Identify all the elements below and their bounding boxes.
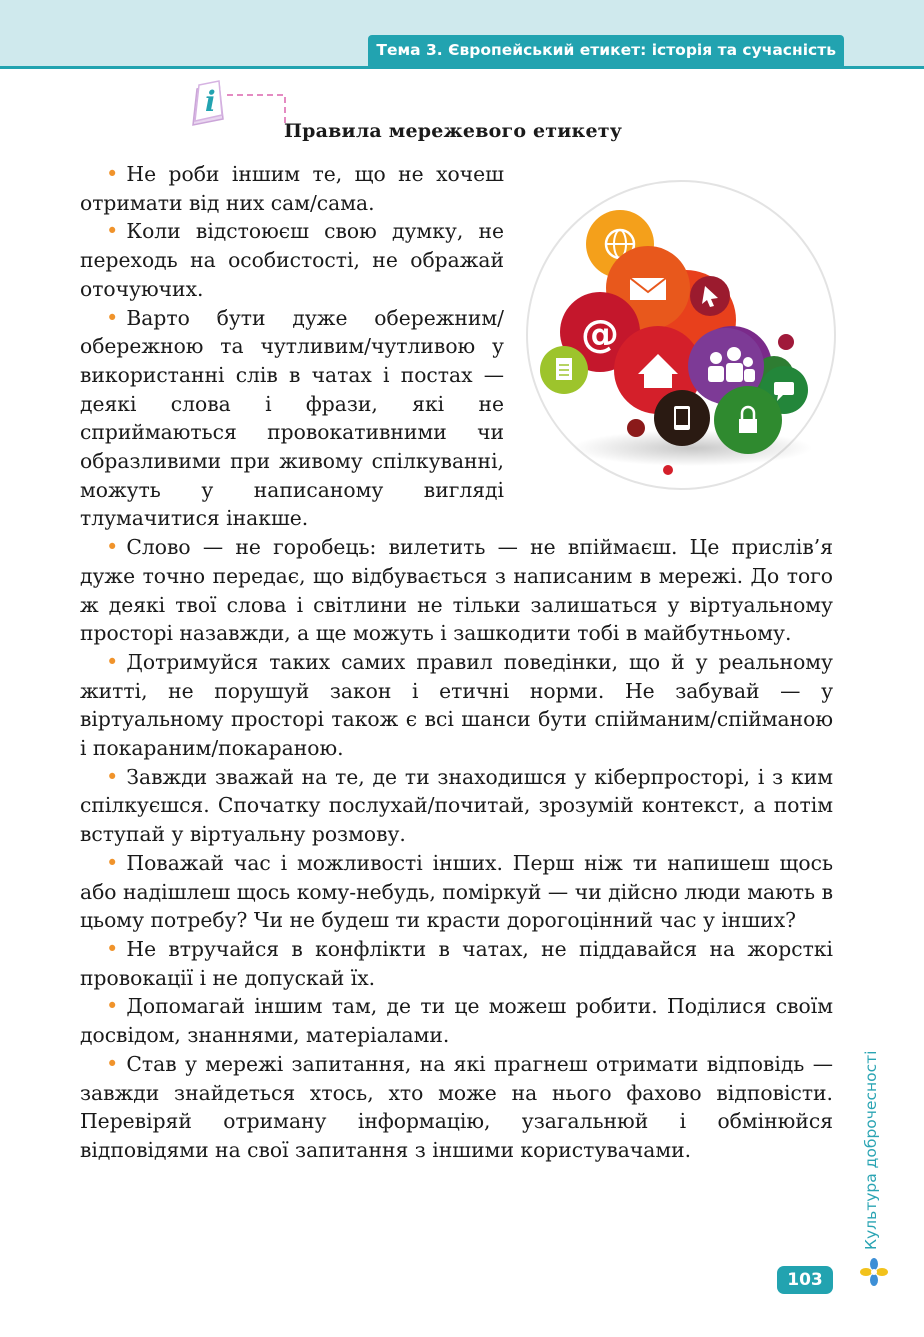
- bullet-icon: •: [106, 649, 119, 674]
- info-icon: [189, 75, 289, 131]
- svg-text:i: i: [205, 85, 216, 118]
- bullet-icon: •: [106, 162, 119, 186]
- bullet-icon: •: [106, 219, 119, 244]
- page-title: Правила мережевого етикету: [284, 120, 623, 142]
- rules-list: [80, 160, 833, 1165]
- list-item: • Допомагай іншим там, де ти це можеш робити. Поділися своїм досвідом, знаннями, матеріалами.: [80, 994, 833, 1048]
- list-item: • Варто бути дуже обережним/обережною та чутливим/чутливою у використанні слів в чатах і постах — деякі слова і фрази, які не сприймаються провокативними чи образливими при живому спілкуванні, можуть у написаному вигляді тлумачитися інакше.: [80, 305, 504, 531]
- topic-title: Тема 3. Європейський етикет: історія та сучасність: [368, 35, 844, 66]
- bullet-icon: •: [106, 936, 119, 961]
- list-item: • Дотримуйся таких самих правил поведінки, що й у реальному житті, не порушуй закон і етичні норми. Не забувай — у віртуальному просторі також є всі шанси бути спійманим/спійманою і покараним/покараною.: [80, 649, 833, 761]
- list-item: • Не роби іншим те, що не хочеш отримати від них сам/сама.: [80, 162, 504, 215]
- list-item: • Слово — не горобець: вилетить — не впіймаєш. Це прислів’я дуже точно передає, що відбувається з написаним в мережі. До того ж деякі твої слова і світлини не тільки залишаться у віртуальному просторі назавжди, а ще можуть і зашкодити тобі в майбутньому.: [80, 535, 833, 646]
- page-number: 103: [777, 1266, 833, 1294]
- bullet-icon: •: [106, 764, 119, 789]
- bullet-icon: •: [106, 850, 119, 875]
- bullet-icon: •: [106, 1051, 119, 1076]
- section-side-label: Культура доброчесності: [862, 1050, 880, 1250]
- bullet-icon: •: [106, 994, 119, 1019]
- bullet-icon: •: [106, 305, 119, 330]
- flower-icon: [860, 1258, 888, 1286]
- svg-text:@: @: [581, 312, 619, 356]
- list-item: • Не втручайся в конфлікти в чатах, не піддавайся на жорсткі провокації і не допускай їх.: [80, 936, 833, 990]
- list-item: • Став у мережі запитання, на які прагнеш отримати відповідь — завжди знайдеться хтось, хто може на нього фахово відповісти. Перевіряй отриману інформацію, узагальнюй і обмінюйся відповідями на свої запитання з іншими користувачами.: [80, 1051, 833, 1162]
- bullet-icon: •: [106, 535, 119, 560]
- list-item: • Завжди зважай на те, де ти знаходишся у кіберпросторі, і з ким спілкуєшся. Спочатку послухай/почитай, зрозумій контекст, а потім вступай у віртуальну розмову.: [80, 764, 833, 847]
- list-item: • Поважай час і можливості інших. Перш ніж ти напишеш щось або надішлеш щось кому-небудь, поміркуй — чи дійсно люди мають в цьому потребу? Чи не будеш ти красти дорогоцінний час у інших?: [80, 850, 833, 933]
- list-item: • Коли відстоюєш свою думку, не переходь на особистості, не ображай оточуючих.: [80, 219, 504, 301]
